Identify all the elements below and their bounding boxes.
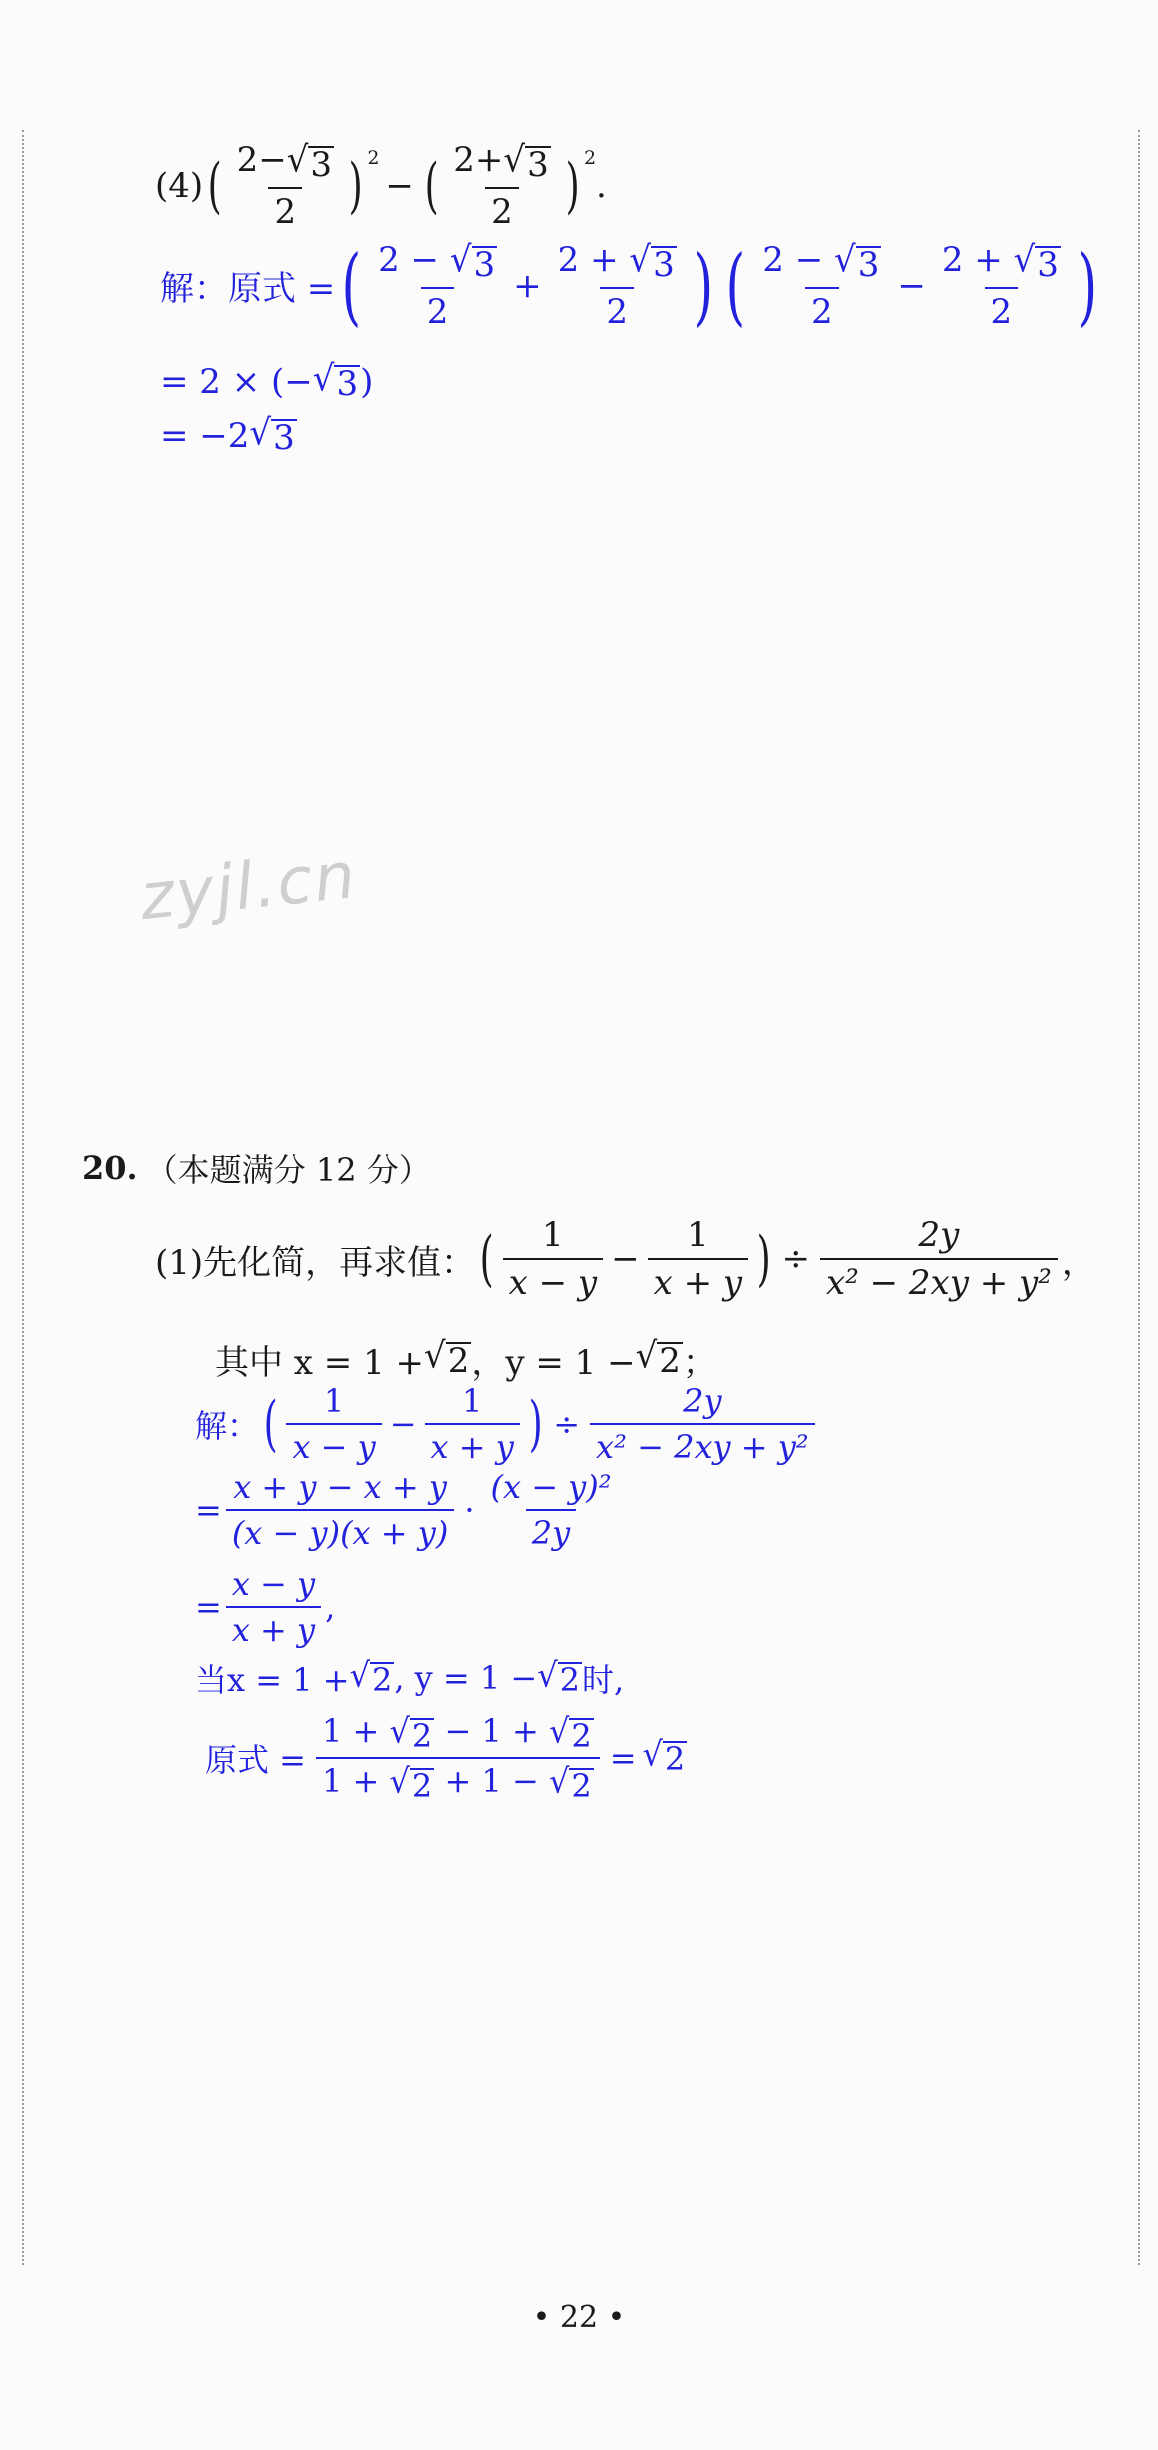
solution-20-line1: 解： ( $\frac{1}{x - y}$ − $\frac{1}{x + y}$ ) ÷ $\frac{2y}{\text{x² − 2xy + y²}}$	[195, 1382, 819, 1466]
solution-20-line2: = $\frac{x + y - x + y}{(x - y)(x + y)}$ · $\frac{\text{(x − y)²}}{2y}$	[195, 1468, 612, 1552]
solution-4-line2: = 2 × (− √ 3 )	[160, 358, 374, 404]
solution-4-line1: 解：原式 = ( 2 − √ 3 2 + 2 + √ 3 2 ) ( 2 − √ 3 2 − 2 + √ 3 2 )	[160, 236, 1098, 335]
solution-20-line4: 当x = 1 + √ 2 , y = 1 − √ 2 时,	[195, 1654, 625, 1699]
question-20-part1: (1)先化简，再求值： ( $\frac{1}{x - y}$ − $\frac{1}{x + y}$ ) ÷ $\frac{2y}{\text{x² − 2xy + y²}}$ ，	[155, 1215, 1096, 1303]
solution-4-line3: = −2 √ 3	[160, 412, 295, 458]
question-20-given: 其中 x = 1 + √ 2 ，y = 1 − √ 2 ；	[215, 1335, 717, 1383]
fraction: 2+ √ 3 2	[453, 139, 549, 232]
points: （本题满分 12 分）	[145, 1151, 431, 1189]
question-number: 20.	[82, 1149, 138, 1187]
solution-20-line5: 原式 = 1 + √ 2 − 1 + √ 2 1 + √ 2 + 1 − √ 2 = √ 2	[205, 1711, 686, 1805]
page-number: • 22 •	[532, 2300, 626, 2335]
question-4: (4) ( 2− √ 3 2 ) $^2$ − ( 2+ √ 3 2 ) $^2$ .	[155, 139, 607, 232]
fraction: 2− √ 3 2	[236, 139, 333, 232]
solution-20-line3: = $\frac{x - y}{x + y}$ ,	[195, 1565, 336, 1649]
left-margin-line	[22, 130, 24, 2265]
watermark: zyjl.cn	[136, 838, 361, 936]
question-label: (4)	[155, 165, 204, 206]
right-margin-line	[1138, 130, 1140, 2265]
question-20-header	[82, 1145, 431, 1191]
